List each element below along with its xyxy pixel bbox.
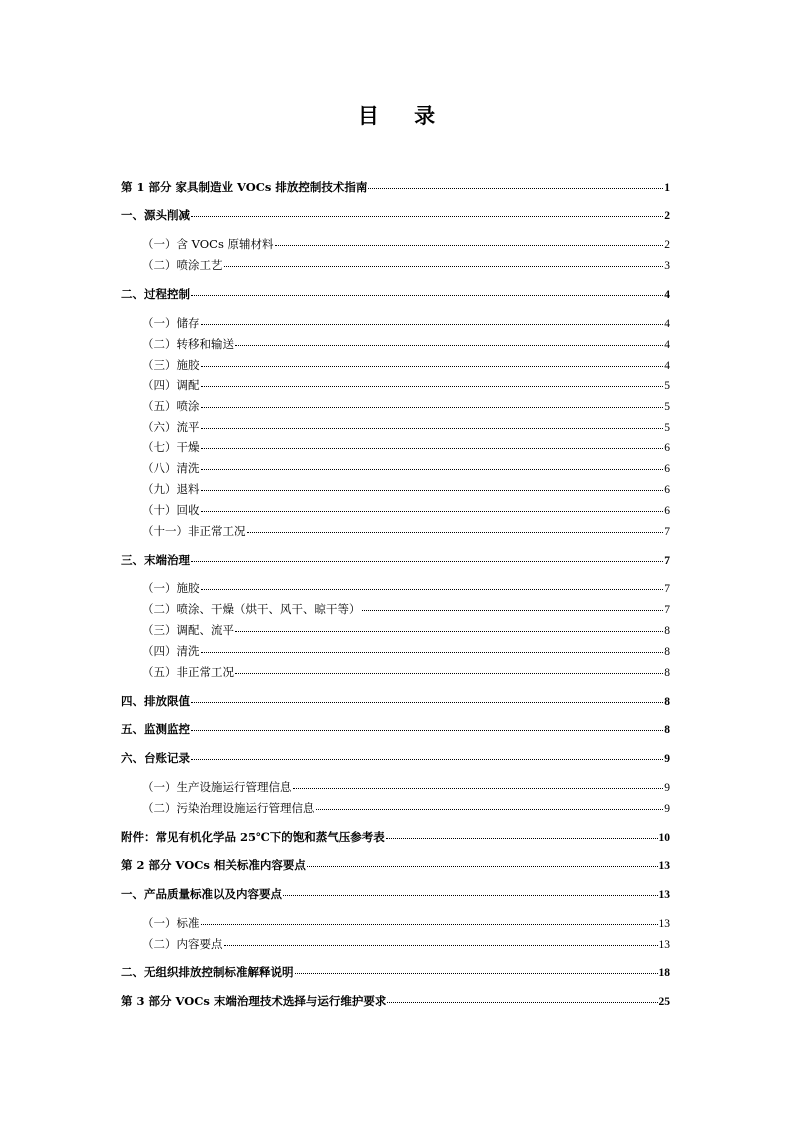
toc-entry[interactable] bbox=[142, 257, 670, 273]
toc-page-number: 8 bbox=[664, 724, 670, 736]
toc-dot-leader bbox=[235, 673, 663, 674]
toc-page-number: 4 bbox=[664, 289, 670, 301]
toc-entry[interactable] bbox=[121, 886, 670, 902]
toc-entry-label: （二）污染治理设施运行管理信息 bbox=[142, 801, 315, 815]
toc-page-number: 13 bbox=[658, 889, 670, 901]
toc-entry-label: （一）生产设施运行管理信息 bbox=[142, 780, 292, 794]
toc-entry[interactable] bbox=[121, 829, 670, 845]
toc-entry-label: （三）调配、流平 bbox=[142, 623, 234, 637]
toc-entry[interactable] bbox=[142, 236, 670, 252]
toc-page-number: 7 bbox=[664, 526, 670, 538]
toc-dot-leader bbox=[201, 386, 664, 387]
toc-entry-label: （三）施胶 bbox=[142, 358, 200, 372]
toc-entry-label: （二）内容要点 bbox=[142, 937, 223, 951]
toc-entry-label: 五、监测监控 bbox=[121, 722, 190, 736]
toc-entry[interactable] bbox=[142, 523, 670, 539]
toc-entry[interactable] bbox=[121, 179, 670, 195]
toc-entry-label: （十）回收 bbox=[142, 503, 200, 517]
toc-entry[interactable] bbox=[142, 336, 670, 352]
toc-dot-leader bbox=[201, 511, 664, 512]
toc-entry[interactable] bbox=[142, 439, 670, 455]
toc-dot-leader bbox=[191, 759, 663, 760]
toc-entry[interactable] bbox=[142, 460, 670, 476]
toc-dot-leader bbox=[201, 589, 664, 590]
toc-dot-leader bbox=[224, 945, 658, 946]
toc-page-number: 6 bbox=[664, 463, 670, 475]
toc-entry[interactable] bbox=[142, 502, 670, 518]
toc-page-number: 25 bbox=[658, 996, 670, 1008]
toc-dot-leader bbox=[275, 245, 664, 246]
toc-entry[interactable] bbox=[121, 693, 670, 709]
toc-entry-label: （二）喷涂工艺 bbox=[142, 258, 223, 272]
toc-dot-leader bbox=[191, 216, 663, 217]
toc-entry[interactable] bbox=[142, 915, 670, 931]
toc-dot-leader bbox=[201, 469, 664, 470]
toc-entry-label: （二）喷涂、干燥（烘干、风干、晾干等） bbox=[142, 602, 361, 616]
toc-entry[interactable] bbox=[142, 315, 670, 331]
toc-page-number: 1 bbox=[664, 182, 670, 194]
toc-entry-label: （六）流平 bbox=[142, 420, 200, 434]
toc-page-number: 9 bbox=[664, 753, 670, 765]
toc-page-number: 13 bbox=[658, 860, 670, 872]
page-title: 目 录 bbox=[357, 103, 450, 128]
toc-page-number: 13 bbox=[658, 939, 670, 951]
toc-entry-label: （四）清洗 bbox=[142, 644, 200, 658]
toc-entry-label: 六、台账记录 bbox=[121, 751, 190, 765]
toc-entry-label: （一）标准 bbox=[142, 916, 200, 930]
toc-entry-label: （九）退料 bbox=[142, 482, 200, 496]
toc-entry-label: 四、排放限值 bbox=[121, 694, 190, 708]
toc-entry[interactable] bbox=[142, 419, 670, 435]
toc-page-number: 8 bbox=[664, 696, 670, 708]
toc-entry-label: 三、末端治理 bbox=[121, 553, 190, 567]
toc-entry-label: 一、产品质量标准以及内容要点 bbox=[121, 887, 282, 901]
toc-page-number: 7 bbox=[664, 583, 670, 595]
toc-dot-leader bbox=[293, 788, 664, 789]
toc-entry-label: 第 2 部分 VOCs 相关标准内容要点 bbox=[121, 858, 306, 872]
toc-entry[interactable] bbox=[142, 800, 670, 816]
toc-page-number: 8 bbox=[664, 646, 670, 658]
toc-page-number: 18 bbox=[658, 967, 670, 979]
toc-dot-leader bbox=[283, 895, 658, 896]
toc-dot-leader bbox=[201, 428, 664, 429]
toc-dot-leader bbox=[191, 730, 663, 731]
toc-page-number: 8 bbox=[664, 667, 670, 679]
toc-entry[interactable] bbox=[142, 398, 670, 414]
toc-dot-leader bbox=[295, 973, 658, 974]
toc-entry-label: （二）转移和输送 bbox=[142, 337, 234, 351]
toc-entry-label: （四）调配 bbox=[142, 378, 200, 392]
toc-entry-label: （一）含 VOCs 原辅材料 bbox=[142, 237, 274, 251]
toc-page-number: 7 bbox=[664, 555, 670, 567]
toc-dot-leader bbox=[368, 188, 663, 189]
toc-page-number: 6 bbox=[664, 442, 670, 454]
toc-entry[interactable] bbox=[121, 993, 670, 1009]
toc-entry[interactable] bbox=[142, 643, 670, 659]
toc-page-number: 5 bbox=[664, 401, 670, 413]
toc-entry-label: 附件：常见有机化学品 25℃下的饱和蒸气压参考表 bbox=[121, 830, 385, 844]
toc-entry-label: （五）非正常工况 bbox=[142, 665, 234, 679]
toc-dot-leader bbox=[247, 532, 664, 533]
toc-dot-leader bbox=[201, 366, 664, 367]
toc-page-number: 4 bbox=[664, 318, 670, 330]
toc-page-number: 10 bbox=[658, 832, 670, 844]
toc-entry[interactable] bbox=[142, 580, 670, 596]
toc-entry[interactable] bbox=[121, 750, 670, 766]
toc-page-number: 5 bbox=[664, 422, 670, 434]
toc-dot-leader bbox=[235, 345, 663, 346]
toc-dot-leader bbox=[307, 866, 658, 867]
toc-entry[interactable] bbox=[142, 601, 670, 617]
toc-entry[interactable] bbox=[142, 664, 670, 680]
toc-entry-label: 二、无组织排放控制标准解释说明 bbox=[121, 965, 294, 979]
toc-entry-label: 一、源头削减 bbox=[121, 208, 190, 222]
toc-entry-label: （七）干燥 bbox=[142, 440, 200, 454]
toc-entry[interactable] bbox=[121, 857, 670, 873]
toc-entry[interactable] bbox=[121, 721, 670, 737]
toc-dot-leader bbox=[191, 295, 663, 296]
toc-entry[interactable] bbox=[142, 936, 670, 952]
toc-entry-label: （一）施胶 bbox=[142, 581, 200, 595]
toc-entry[interactable] bbox=[121, 207, 670, 223]
toc-page-number: 2 bbox=[664, 239, 670, 251]
toc-entry-label: （一）储存 bbox=[142, 316, 200, 330]
toc-dot-leader bbox=[387, 1002, 657, 1003]
toc-dot-leader bbox=[201, 324, 664, 325]
toc-page-number: 3 bbox=[664, 260, 670, 272]
toc-dot-leader bbox=[316, 809, 664, 810]
toc-entry[interactable] bbox=[121, 552, 670, 568]
toc-dot-leader bbox=[191, 702, 663, 703]
toc-dot-leader bbox=[386, 838, 658, 839]
toc-dot-leader bbox=[201, 652, 664, 653]
toc-dot-leader bbox=[201, 490, 664, 491]
toc-page-number: 6 bbox=[664, 505, 670, 517]
toc-dot-leader bbox=[201, 924, 658, 925]
toc-entry[interactable] bbox=[142, 779, 670, 795]
toc-entry[interactable] bbox=[121, 286, 670, 302]
toc-page-number: 9 bbox=[664, 782, 670, 794]
toc-entry-label: （八）清洗 bbox=[142, 461, 200, 475]
toc-entry-label: 第 1 部分 家具制造业 VOCs 排放控制技术指南 bbox=[121, 180, 368, 194]
toc-dot-leader bbox=[235, 631, 663, 632]
toc-page-number: 5 bbox=[664, 380, 670, 392]
toc-page-number: 9 bbox=[664, 803, 670, 815]
toc-entry[interactable] bbox=[142, 377, 670, 393]
toc-page-number: 2 bbox=[664, 210, 670, 222]
toc-dot-leader bbox=[201, 407, 664, 408]
toc-dot-leader bbox=[362, 610, 664, 611]
toc-dot-leader bbox=[201, 448, 664, 449]
toc-entry[interactable] bbox=[142, 357, 670, 373]
toc-dot-leader bbox=[191, 561, 663, 562]
toc-dot-leader bbox=[224, 266, 664, 267]
toc-page-number: 6 bbox=[664, 484, 670, 496]
toc-page-number: 4 bbox=[664, 339, 670, 351]
toc-entry[interactable] bbox=[142, 481, 670, 497]
toc-entry-label: 二、过程控制 bbox=[121, 287, 190, 301]
toc-page-number: 13 bbox=[658, 918, 670, 930]
toc-entry-label: （五）喷涂 bbox=[142, 399, 200, 413]
toc-entry-label: （十一）非正常工况 bbox=[142, 524, 246, 538]
toc-page-number: 7 bbox=[664, 604, 670, 616]
toc-page-number: 4 bbox=[664, 360, 670, 372]
toc-page-number: 8 bbox=[664, 625, 670, 637]
toc-entry[interactable] bbox=[121, 964, 670, 980]
toc-entry-label: 第 3 部分 VOCs 末端治理技术选择与运行维护要求 bbox=[121, 994, 387, 1008]
toc-entry[interactable] bbox=[142, 622, 670, 638]
